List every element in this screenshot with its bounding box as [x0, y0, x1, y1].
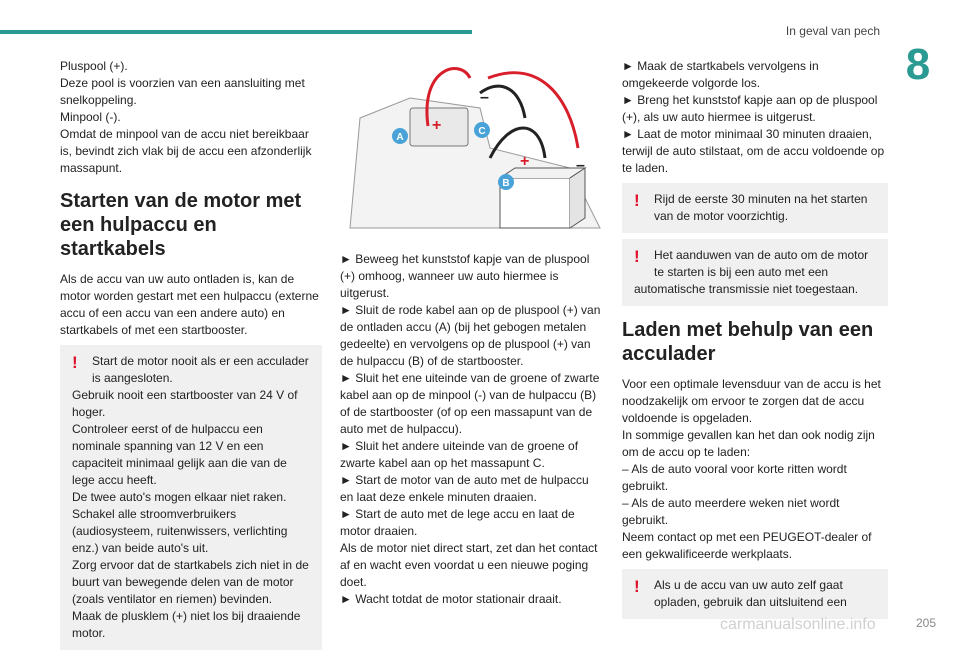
heading-laden: Laden met behulp van een acculader — [622, 319, 874, 365]
minus-sign: – — [576, 157, 585, 174]
warning-icon: ! — [634, 247, 640, 266]
section-title: In geval van pech — [785, 24, 880, 38]
warning-box — [60, 345, 322, 650]
paragraph: Pluspool (+). — [60, 59, 128, 73]
step: ► Sluit het ene uiteinde van de groene of zwarte kabel aan op de minpool (-) van de hulpaccu (B) of de startbooster (of op een massapunt van de auto met de hulpaccu). — [340, 371, 600, 436]
heading-starten: Starten van de motor met een hulpaccu en startkabels — [60, 190, 302, 260]
paragraph: Minpool (-). — [60, 110, 121, 124]
label-a: A — [396, 132, 404, 143]
paragraph: Voor een optimale levensduur van de accu is het noodzakelijk om ervoor te zorgen dat de accu voldoende is opgeladen. — [622, 377, 881, 425]
warning-text: automatische transmissie niet toegestaan. — [634, 282, 859, 296]
label-b: B — [502, 178, 510, 189]
step: ► Sluit het andere uiteinde van de groene of zwarte kabel aan op het massapunt C. — [340, 439, 579, 470]
warning-icon: ! — [72, 353, 78, 372]
paragraph: In sommige gevallen kan het dan ook nodig zijn om de accu op te laden: — [622, 428, 875, 459]
warning-box — [622, 183, 888, 233]
paragraph: Omdat de minpool van de accu niet bereikbaar is, bevindt zich vlak bij de accu een afzonderlijk massapunt. — [60, 127, 312, 175]
column-2 — [340, 58, 604, 608]
list-item: – Als de auto vooral voor korte ritten wordt gebruikt. — [622, 462, 847, 493]
plus-sign: + — [432, 117, 442, 134]
step: ► Start de motor van de auto met de hulpaccu en laat deze enkele minuten draaien. — [340, 473, 589, 504]
jump-start-illustration — [340, 58, 604, 238]
paragraph: Deze pool is voorzien van een aansluiting met snelkoppeling. — [60, 76, 305, 107]
column-1 — [60, 58, 322, 656]
page-number: 205 — [916, 616, 937, 630]
step: ► Wacht totdat de motor stationair draait. — [340, 592, 562, 606]
step: ► Maak de startkabels vervolgens in omgekeerde volgorde los. — [622, 59, 819, 90]
label-c: C — [478, 126, 486, 137]
warning-icon: ! — [634, 191, 640, 210]
warning-text-first: Start de motor nooit als er een acculader is aangesloten. — [92, 354, 309, 385]
warning-text: Rijd de eerste 30 minuten na het starten van de motor voorzichtig. — [654, 192, 868, 223]
column-3 — [622, 58, 888, 625]
step: ► Laat de motor minimaal 30 minuten draaien, terwijl de auto stilstaat, om de accu voldoende op te laden. — [622, 127, 885, 175]
warning-box — [622, 569, 888, 619]
chapter-number: 8 — [905, 40, 931, 89]
paragraph: Als de accu van uw auto ontladen is, kan de motor worden gestart met een hulpaccu (externe accu of een accu van een andere auto) en startkabels of met een startbooster. — [60, 272, 319, 337]
list-item: – Als de auto meerdere weken niet wordt gebruikt. — [622, 496, 840, 527]
warning-text: Gebruik nooit een startbooster van 24 V of hoger. Controleer eerst of de hulpaccu een nominale spanning van 12 V en een capaciteit minimaal gelijk aan die van de lege accu heeft. De twee auto's mogen elkaar niet raken. Schakel alle stroomverbruikers (audiosysteem, ruitenwissers, verlichting enz.) van beide auto's uit. Zorg ervoor dat de startkabels zich niet in de buurt van bewegende delen van de motor (zoals ventilator en riemen) bevinden. Maak de plusklem (+) niet los bij draaiende motor. — [72, 388, 309, 640]
warning-text-first: Het aanduwen van de auto om de motor te starten is bij een auto met een — [654, 248, 869, 279]
watermark: carmanualsonline.info — [720, 616, 876, 633]
warning-icon: ! — [634, 577, 640, 596]
paragraph: Als de motor niet direct start, zet dan het contact af en wacht even voordat u een nieuwe poging doet. — [340, 541, 598, 589]
paragraph: Neem contact op met een PEUGEOT-dealer of een gekwalificeerde werkplaats. — [622, 530, 872, 561]
warning-box — [622, 239, 888, 306]
minus-sign: – — [480, 89, 489, 106]
header-accent-bar — [0, 30, 472, 34]
step: ► Breng het kunststof kapje aan op de pluspool (+), als uw auto hiermee is uitgerust. — [622, 93, 878, 124]
step: ► Beweeg het kunststof kapje van de pluspool (+) omhoog, wanneer uw auto hiermee is uitgerust. — [340, 252, 590, 300]
step: ► Start de auto met de lege accu en laat de motor draaien. — [340, 507, 575, 538]
warning-text: Als u de accu van uw auto zelf gaat opladen, gebruik dan uitsluitend een — [654, 578, 847, 609]
step: ► Sluit de rode kabel aan op de pluspool (+) van de ontladen accu (A) (bij het gebogen metalen gedeelte) en vervolgens op de pluspool (+) van de hulpaccu (B) of de startbooster. — [340, 303, 601, 368]
plus-sign: + — [520, 153, 530, 170]
